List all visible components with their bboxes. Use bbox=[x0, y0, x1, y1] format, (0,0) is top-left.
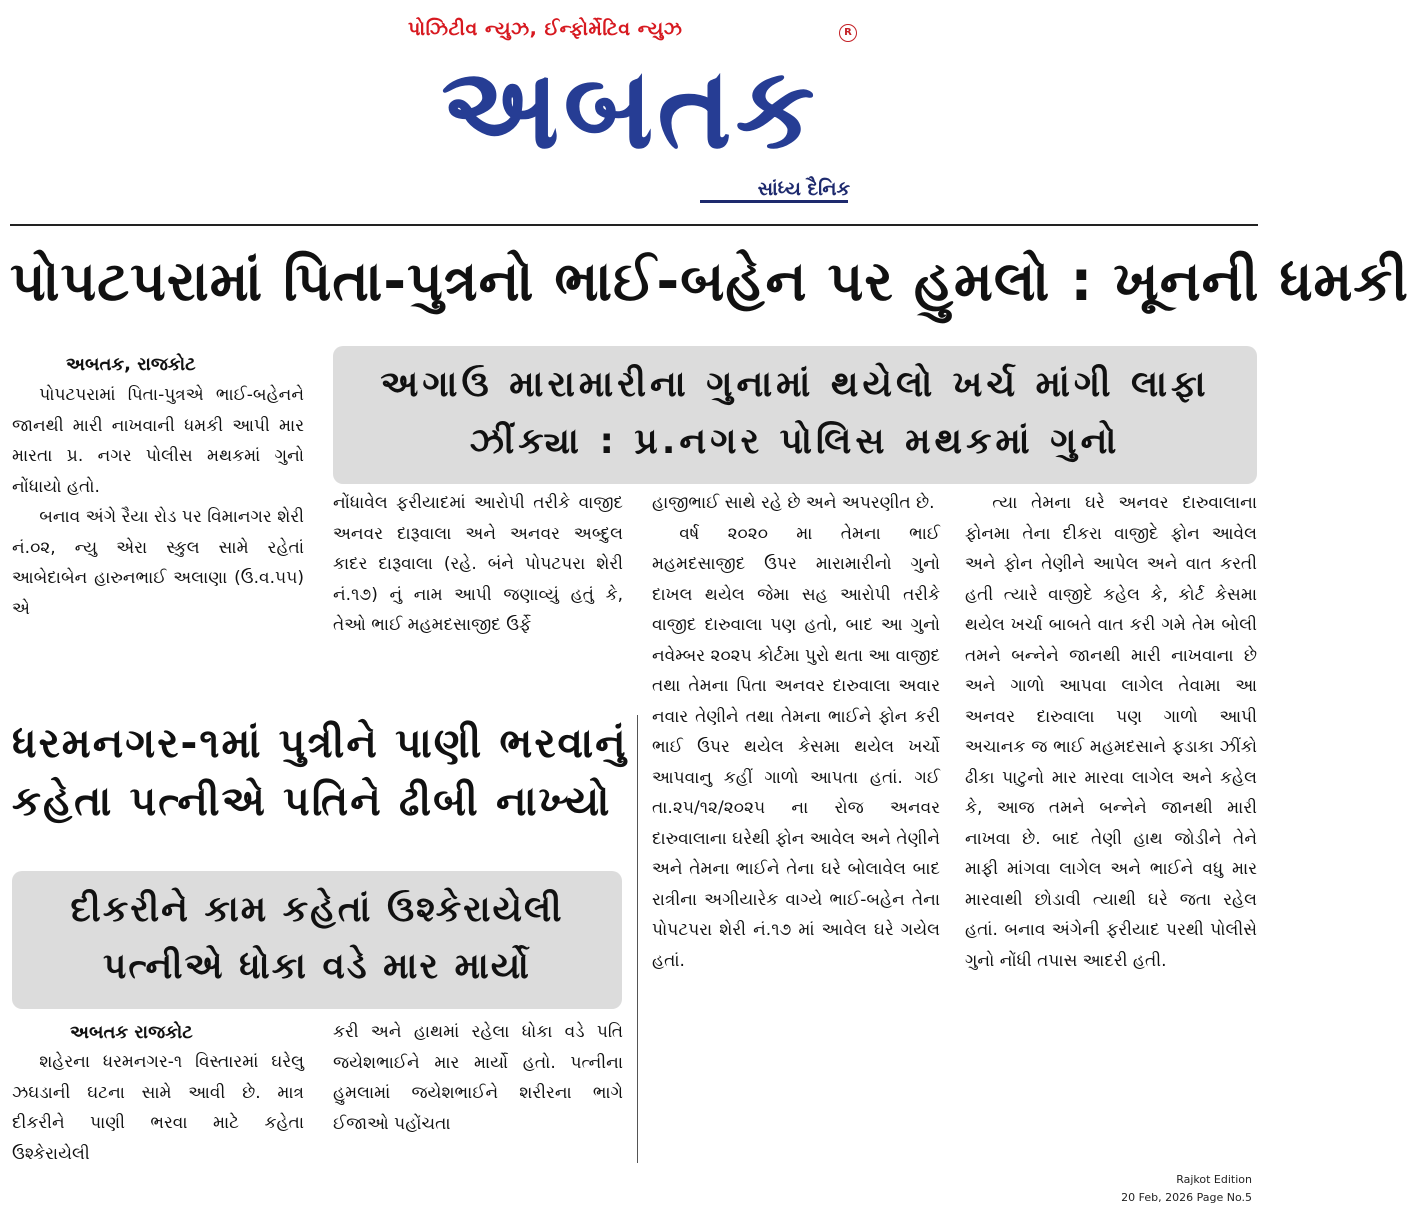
story2-subhead: દીકરીને કામ કહેતાં ઉશ્કેરાયેલી પત્નીએ ધોકા વડે માર માર્યો bbox=[70, 889, 564, 987]
story1-subhead-box bbox=[333, 346, 1257, 484]
masthead-divider bbox=[10, 224, 1258, 226]
newspaper-logo: અબતક bbox=[441, 44, 819, 174]
story1-column-2 bbox=[333, 488, 623, 690]
story1-col3-para-1: હાજીભાઈ સાથે રહે છે અને અપરણીત છે. bbox=[652, 493, 935, 513]
story1-col2-text: નોંધાવેલ ફરીયાદમાં આરોપી તરીકે વાજીદ અનવર દારૂવાલા અને અનવર અબ્દુલ કાદર દારૂવાલા (રહે. બંને પોપટપરા શેરી નં.૧૭) નું નામ આપી જણાવ્યું હતું કે, તેઓ ભાઈ મહમદસાજીદ ઉર્ફે bbox=[333, 493, 623, 635]
story2-column-1 bbox=[12, 1047, 304, 1171]
edition-date-page: 20 Feb, 2026 Page No.5 bbox=[1121, 1191, 1252, 1204]
story1-column-4 bbox=[965, 488, 1257, 1164]
masthead-tagline: પોઝિટીવ ન્યુઝ, ઈન્ફોર્મેટિવ ન્યુઝ bbox=[408, 18, 683, 40]
subtitle-underline bbox=[700, 200, 848, 203]
story2-subhead-box bbox=[12, 871, 622, 1009]
story1-col1-para-1: પોપટપરામાં પિતા-પુત્રએ ભાઈ-બહેનને જાનથી મારી નાખવાની ધમકી આપી માર મારતા પ્ર. નગર પોલીસ મથકમાં ગુનો નોંધાયો હતો. bbox=[12, 385, 304, 497]
story1-column-1 bbox=[12, 380, 304, 688]
edition-name: Rajkot Edition bbox=[1176, 1173, 1252, 1186]
story2-column-2 bbox=[333, 1017, 623, 1157]
column-divider bbox=[637, 715, 638, 1163]
story2-col1-text: શહેરના ધરમનગર-૧ વિસ્તારમાં ઘરેલુ ઝઘડાની ઘટના સામે આવી છે. માત્ર દીકરીને પાણી ભરવા માટે કહેતા ઉશ્કેરાયેલી bbox=[12, 1052, 304, 1164]
story1-column-3 bbox=[652, 488, 940, 1164]
story2-headline: ધરમનગર-૧માં પુત્રીને પાણી ભરવાનું કહેતા પત્નીએ પતિને ઢીબી નાખ્યો bbox=[12, 719, 628, 825]
registered-mark-icon: R bbox=[839, 24, 857, 42]
story2-col2-text: કરી અને હાથમાં રહેલા ધોકા વડે પતિ જયેશભાઈને માર માર્યો હતો. પત્નીના હુમલામાં જયેશભાઈને શરીરના ભાગે ઈજાઓ પહોંચતા bbox=[333, 1022, 623, 1134]
story1-dateline: અબતક, રાજકોટ bbox=[66, 354, 196, 375]
masthead-subtitle: સાંધ્ય દૈનિક bbox=[757, 178, 850, 200]
edition-info bbox=[1090, 1171, 1252, 1207]
story2-dateline: અબતક રાજકોટ bbox=[70, 1022, 193, 1043]
story1-headline: પોપટપરામાં પિતા-પુત્રનો ભાઈ-બહેન પર હુમલો : ખૂનની ધમકી bbox=[10, 249, 1409, 313]
story1-subhead: અગાઉ મારામારીના ગુનામાં થયેલો ખર્ચ માંગી લાફા ઝીંક્યા : પ્ર.નગર પોલિસ મથકમાં ગુનો bbox=[380, 364, 1210, 462]
story1-col1-para-2: બનાવ અંગે રૈયા રોડ પર વિમાનગર શેરી નં.૦૨, ન્યુ એરા સ્કુલ સામે રહેતાં આબેદાબેન હારુનભાઈ અલાણા (ઉ.વ.૫૫) એ bbox=[12, 507, 304, 619]
story1-col4-text: ત્યા તેમના ઘરે અનવર દારુવાલાના ફોનમા તેના દીકરા વાજીદે ફોન આવેલ અને ફોન તેણીને આપેલ અને વાત કરતી હતી ત્યારે વાજીદે કહેલ કે, કોર્ટ કેસમા થયેલ ખર્ચા બાબતે વાત કરી ગમે તેમ બોલી તમને બન્નેને જાનથી મારી નાખવાના છે અને ગાળો આપવા લાગેલ તેવામા આ અનવર દારુવાલા પણ ગાળો આપી અચાનક જ ભાઈ મહમદસાને ફડાકા ઝીંકો ઢીકા પાટુનો માર મારવા લાગેલ અને કહેલ કે, આજ તમને બન્નેને જાનથી મારી નાખવા છે. બાદ તેણી હાથ જોડીને તેને માફી માંગવા લાગેલ અને ભાઈને વધુ માર મારવાથી છોડાવી ત્યાથી ઘરે જતા રહેલ હતાં. બનાવ અંગેની ફરીયાદ પરથી પોલીસે ગુનો નોંધી તપાસ આદરી હતી. bbox=[965, 493, 1257, 971]
story1-col3-para-2: વર્ષ ૨૦૨૦ મા તેમના ભાઈ મહમદસાજીદ ઉપર મારામારીનો ગુનો દાખલ થયેલ જેમા સહ આરોપી તરીકે વાજીદ દારુવાલા પણ હતો, બાદ આ ગુનો નવેમ્બર ૨૦૨૫ કોર્ટમા પુરો થતા આ વાજીદ તથા તેમના પિતા અનવર દારુવાલા અવાર નવાર તેણીને તથા તેમના ભાઈને ફોન કરી ભાઈ ઉપર થયેલ કેસમા થયેલ ખર્ચો આપવાનુ કહીં ગાળો આપતા હતાં. ગઈ તા.૨૫/૧૨/૨૦૨૫ ના રોજ અનવર દારુવાલાના ઘરેથી ફોન આવેલ અને તેણીને અને તેમના ભાઈને તેના ઘરે બોલાવેલ બાદ રાત્રીના અગીયારેક વાગ્યે ભાઈ-બહેન તેના પોપટપરા શેરી નં.૧૭ માં આવેલ ઘરે ગયેલ હતાં. bbox=[652, 523, 940, 971]
